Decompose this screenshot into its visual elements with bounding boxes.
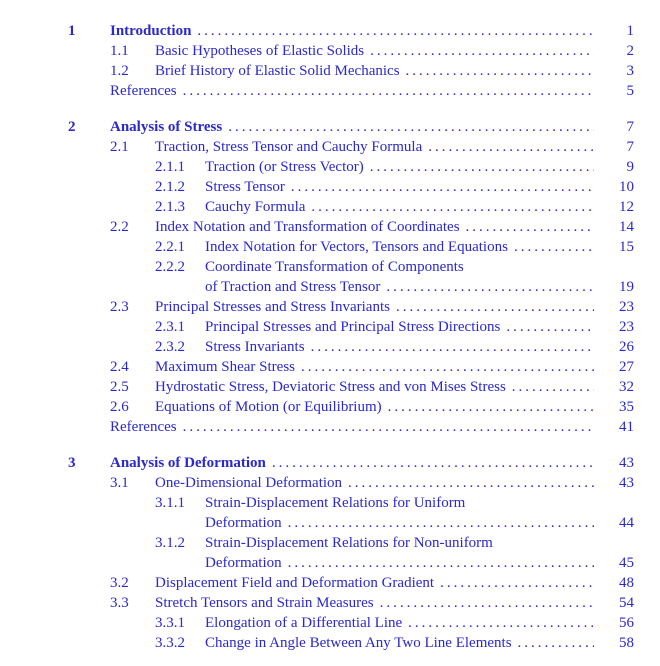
toc-entry-number: 1.2 <box>110 63 129 79</box>
toc-entry-line <box>205 633 634 653</box>
dot-leader <box>440 573 594 593</box>
toc-entry[interactable] <box>0 317 634 337</box>
toc-entry-title: Stress Tensor <box>205 179 285 195</box>
toc-entry-body <box>155 473 634 493</box>
toc-entry[interactable] <box>0 81 634 101</box>
toc-entry-line <box>155 397 634 417</box>
toc-entry[interactable] <box>0 397 634 417</box>
toc-entry-title: Deformation <box>205 555 282 571</box>
toc-entry-line <box>155 61 634 81</box>
toc-entry-number: 2.1.1 <box>155 159 185 175</box>
toc-entry-body <box>155 217 634 237</box>
toc-entry-page: 44 <box>619 515 634 531</box>
toc-entry-body <box>110 453 634 473</box>
toc-entry-title: Equations of Motion (or Equilibrium) <box>155 399 382 415</box>
toc-entry-title: Elongation of a Differential Line <box>205 615 403 631</box>
dot-leader <box>514 237 594 257</box>
toc-entry-page: 41 <box>619 419 634 435</box>
toc-entry[interactable] <box>0 237 634 257</box>
toc-entry-number: 2.6 <box>110 399 129 415</box>
toc-entry-line <box>155 217 634 237</box>
toc-entry[interactable] <box>0 337 634 357</box>
toc-entry[interactable] <box>0 493 634 533</box>
toc-entry-page: 2 <box>626 43 634 59</box>
toc-entry-title: Traction, Stress Tensor and Cauchy Formula <box>155 139 423 155</box>
dot-leader <box>291 177 594 197</box>
toc-entry-body <box>205 197 634 217</box>
toc-entry-number: 3 <box>68 455 76 471</box>
toc-entry-line <box>205 277 634 297</box>
toc-entry-page: 27 <box>619 359 634 375</box>
toc-entry-page: 15 <box>619 239 634 255</box>
toc-entry-line <box>205 553 634 573</box>
toc-entry-number: 2.2 <box>110 219 129 235</box>
toc-entry-title: Coordinate Transformation of Components <box>205 259 464 275</box>
toc-entry-page: 10 <box>619 179 634 195</box>
toc-entry-body <box>205 533 634 573</box>
toc-entry-body <box>110 417 634 437</box>
dot-leader <box>512 377 594 397</box>
toc-entry-page: 7 <box>626 139 634 155</box>
toc-entry-line <box>155 357 634 377</box>
toc-entry-body <box>155 41 634 61</box>
dot-leader <box>183 417 594 437</box>
toc-entry-number: 1 <box>68 23 76 39</box>
toc-entry-page: 54 <box>619 595 634 611</box>
toc-entry-number: 3.1.2 <box>155 535 185 551</box>
toc-entry-number: 2.1 <box>110 139 129 155</box>
toc-entry-line <box>205 157 634 177</box>
toc-entry-number: 2.1.2 <box>155 179 185 195</box>
toc-entry-number: 1.1 <box>110 43 129 59</box>
toc-entry-title: Basic Hypotheses of Elastic Solids <box>155 43 365 59</box>
toc-entry-page: 19 <box>619 279 634 295</box>
toc-entry[interactable] <box>0 377 634 397</box>
toc-entry-number: 2.2.1 <box>155 239 185 255</box>
dot-leader <box>380 593 594 613</box>
dot-leader <box>466 217 594 237</box>
toc-entry-title: Stretch Tensors and Strain Measures <box>155 595 374 611</box>
toc-entry-page: 23 <box>619 299 634 315</box>
toc-entry[interactable] <box>0 453 634 473</box>
toc-entry-line <box>155 573 634 593</box>
toc-entry-body <box>110 117 634 137</box>
toc-entry-body <box>155 61 634 81</box>
toc-entry-body <box>205 237 634 257</box>
toc-entry-title: Displacement Field and Deformation Gradient <box>155 575 435 591</box>
dot-leader <box>197 21 594 41</box>
toc-entry-title: Introduction <box>110 23 192 39</box>
toc-entry-body <box>205 257 634 297</box>
dot-leader <box>386 277 594 297</box>
toc-entry-line <box>205 337 634 357</box>
toc-entry-number: 3.3 <box>110 595 129 611</box>
toc-entry-page: 35 <box>619 399 634 415</box>
dot-leader <box>518 633 594 653</box>
dot-leader <box>272 453 594 473</box>
dot-leader <box>311 197 594 217</box>
toc-entry[interactable] <box>0 573 634 593</box>
toc-entry-line <box>155 41 634 61</box>
toc-entry-page: 26 <box>619 339 634 355</box>
toc-entry-body <box>205 337 634 357</box>
toc-entry-title: References <box>110 419 177 435</box>
toc-entry-number: 2.5 <box>110 379 129 395</box>
toc-entry-title: Strain-Displacement Relations for Non-uniform <box>205 535 493 551</box>
toc-entry-title: of Traction and Stress Tensor <box>205 279 381 295</box>
toc-entry-body <box>205 317 634 337</box>
dot-leader <box>370 41 594 61</box>
toc-entry-number: 2.3 <box>110 299 129 315</box>
dot-leader <box>301 357 594 377</box>
toc-entry-title: Index Notation for Vectors, Tensors and Equations <box>205 239 508 255</box>
toc-entry-number: 3.3.1 <box>155 615 185 631</box>
toc-entry-body <box>205 613 634 633</box>
toc-entry-number: 2.3.2 <box>155 339 185 355</box>
toc-entry-title: Strain-Displacement Relations for Uniform <box>205 495 466 511</box>
toc-entry-body <box>205 633 634 653</box>
toc-entry[interactable] <box>0 633 634 653</box>
toc-entry[interactable] <box>0 197 634 217</box>
toc-entry-page: 23 <box>619 319 634 335</box>
toc-entry-number: 3.1.1 <box>155 495 185 511</box>
toc-entry-title: Hydrostatic Stress, Deviatoric Stress and von Mises Stress <box>155 379 506 395</box>
toc-entry-body <box>155 573 634 593</box>
toc-entry[interactable] <box>0 473 634 493</box>
dot-leader <box>288 513 594 533</box>
toc-entry-title: Cauchy Formula <box>205 199 306 215</box>
toc-entry-page: 48 <box>619 575 634 591</box>
toc-entry[interactable] <box>0 297 634 317</box>
toc-entry-title: Analysis of Stress <box>110 119 223 135</box>
toc-entry-line <box>155 137 634 157</box>
toc-entry-title: Deformation <box>205 515 282 531</box>
toc-entry[interactable] <box>0 177 634 197</box>
toc-entry-title: Traction (or Stress Vector) <box>205 159 364 175</box>
toc-entry-line <box>155 473 634 493</box>
toc-entry-title: Index Notation and Transformation of Coordinates <box>155 219 460 235</box>
toc-entry-body <box>155 397 634 417</box>
toc-entry-page: 5 <box>626 83 634 99</box>
toc-entry-body <box>205 177 634 197</box>
dot-leader <box>396 297 594 317</box>
toc-entry[interactable] <box>0 21 634 41</box>
toc-entry-line <box>155 377 634 397</box>
toc-entry-title: Stress Invariants <box>205 339 305 355</box>
toc-entry-body <box>110 81 634 101</box>
dot-leader <box>183 81 594 101</box>
dot-leader <box>406 61 594 81</box>
toc-entry-title: Brief History of Elastic Solid Mechanics <box>155 63 400 79</box>
toc-entry-title: Change in Angle Between Any Two Line Elements <box>205 635 512 651</box>
toc-entry-line <box>205 197 634 217</box>
toc-entry-page: 56 <box>619 615 634 631</box>
dot-leader <box>388 397 594 417</box>
toc-entry-line <box>205 317 634 337</box>
toc-entry-number: 3.2 <box>110 575 129 591</box>
toc-entry-line <box>155 593 634 613</box>
toc-entry-line <box>110 81 634 101</box>
toc-entry-title: Analysis of Deformation <box>110 455 266 471</box>
toc-entry-number: 2.4 <box>110 359 129 375</box>
dot-leader <box>348 473 594 493</box>
toc-entry-body <box>155 137 634 157</box>
dot-leader <box>370 157 594 177</box>
toc-entry-page: 58 <box>619 635 634 651</box>
toc-entry[interactable] <box>0 61 634 81</box>
dot-leader <box>311 337 594 357</box>
toc-entry-line <box>110 117 634 137</box>
toc-entry-page: 3 <box>626 63 634 79</box>
toc-entry-line <box>205 513 634 533</box>
toc-entry-line <box>205 177 634 197</box>
toc-entry[interactable] <box>0 117 634 137</box>
toc-entry-body <box>155 377 634 397</box>
toc-entry-body <box>205 157 634 177</box>
toc-entry[interactable] <box>0 257 634 297</box>
toc-entry[interactable] <box>0 217 634 237</box>
toc-entry[interactable] <box>0 613 634 633</box>
toc-entry-line <box>205 493 634 513</box>
toc-entry-number: 2 <box>68 119 76 135</box>
toc-entry-page: 32 <box>619 379 634 395</box>
toc-entry-body <box>155 593 634 613</box>
toc-entry-body <box>155 357 634 377</box>
toc-entry-number: 2.2.2 <box>155 259 185 275</box>
toc-entry-page: 43 <box>619 455 634 471</box>
toc-entry[interactable] <box>0 417 634 437</box>
toc-entry-line <box>110 453 634 473</box>
toc-entry-line <box>110 21 634 41</box>
toc-entry-number: 3.1 <box>110 475 129 491</box>
toc-entry-page: 45 <box>619 555 634 571</box>
toc-entry[interactable] <box>0 137 634 157</box>
toc-entry-title: Principal Stresses and Stress Invariants <box>155 299 390 315</box>
toc-entry-body <box>110 21 634 41</box>
toc-entry-page: 7 <box>626 119 634 135</box>
toc-entry[interactable] <box>0 157 634 177</box>
toc-entry-line <box>205 237 634 257</box>
toc-entry-page: 9 <box>626 159 634 175</box>
toc-entry-number: 3.3.2 <box>155 635 185 651</box>
toc-entry-number: 2.3.1 <box>155 319 185 335</box>
toc-entry-title: Maximum Shear Stress <box>155 359 295 375</box>
toc-entry-line <box>155 297 634 317</box>
dot-leader <box>428 137 594 157</box>
toc-entry-line <box>205 257 634 277</box>
toc-entry-title: One-Dimensional Deformation <box>155 475 343 491</box>
dot-leader <box>288 553 594 573</box>
toc-entry-line <box>110 417 634 437</box>
toc-entry-body <box>155 297 634 317</box>
toc-entry-title: References <box>110 83 177 99</box>
toc-entry-page: 14 <box>619 219 634 235</box>
toc-entry[interactable] <box>0 593 634 613</box>
toc-entry-title: Principal Stresses and Principal Stress Directions <box>205 319 501 335</box>
toc-entry-page: 43 <box>619 475 634 491</box>
dot-leader <box>228 117 594 137</box>
toc-entry-page: 12 <box>619 199 634 215</box>
toc-entry[interactable] <box>0 357 634 377</box>
toc-entry[interactable] <box>0 41 634 61</box>
toc-entry-line <box>205 613 634 633</box>
toc-entry-line <box>205 533 634 553</box>
toc-entry-page: 1 <box>626 23 634 39</box>
toc-entry[interactable] <box>0 533 634 573</box>
dot-leader <box>408 613 594 633</box>
toc-entry-body <box>205 493 634 533</box>
dot-leader <box>506 317 594 337</box>
toc-entry-number: 2.1.3 <box>155 199 185 215</box>
